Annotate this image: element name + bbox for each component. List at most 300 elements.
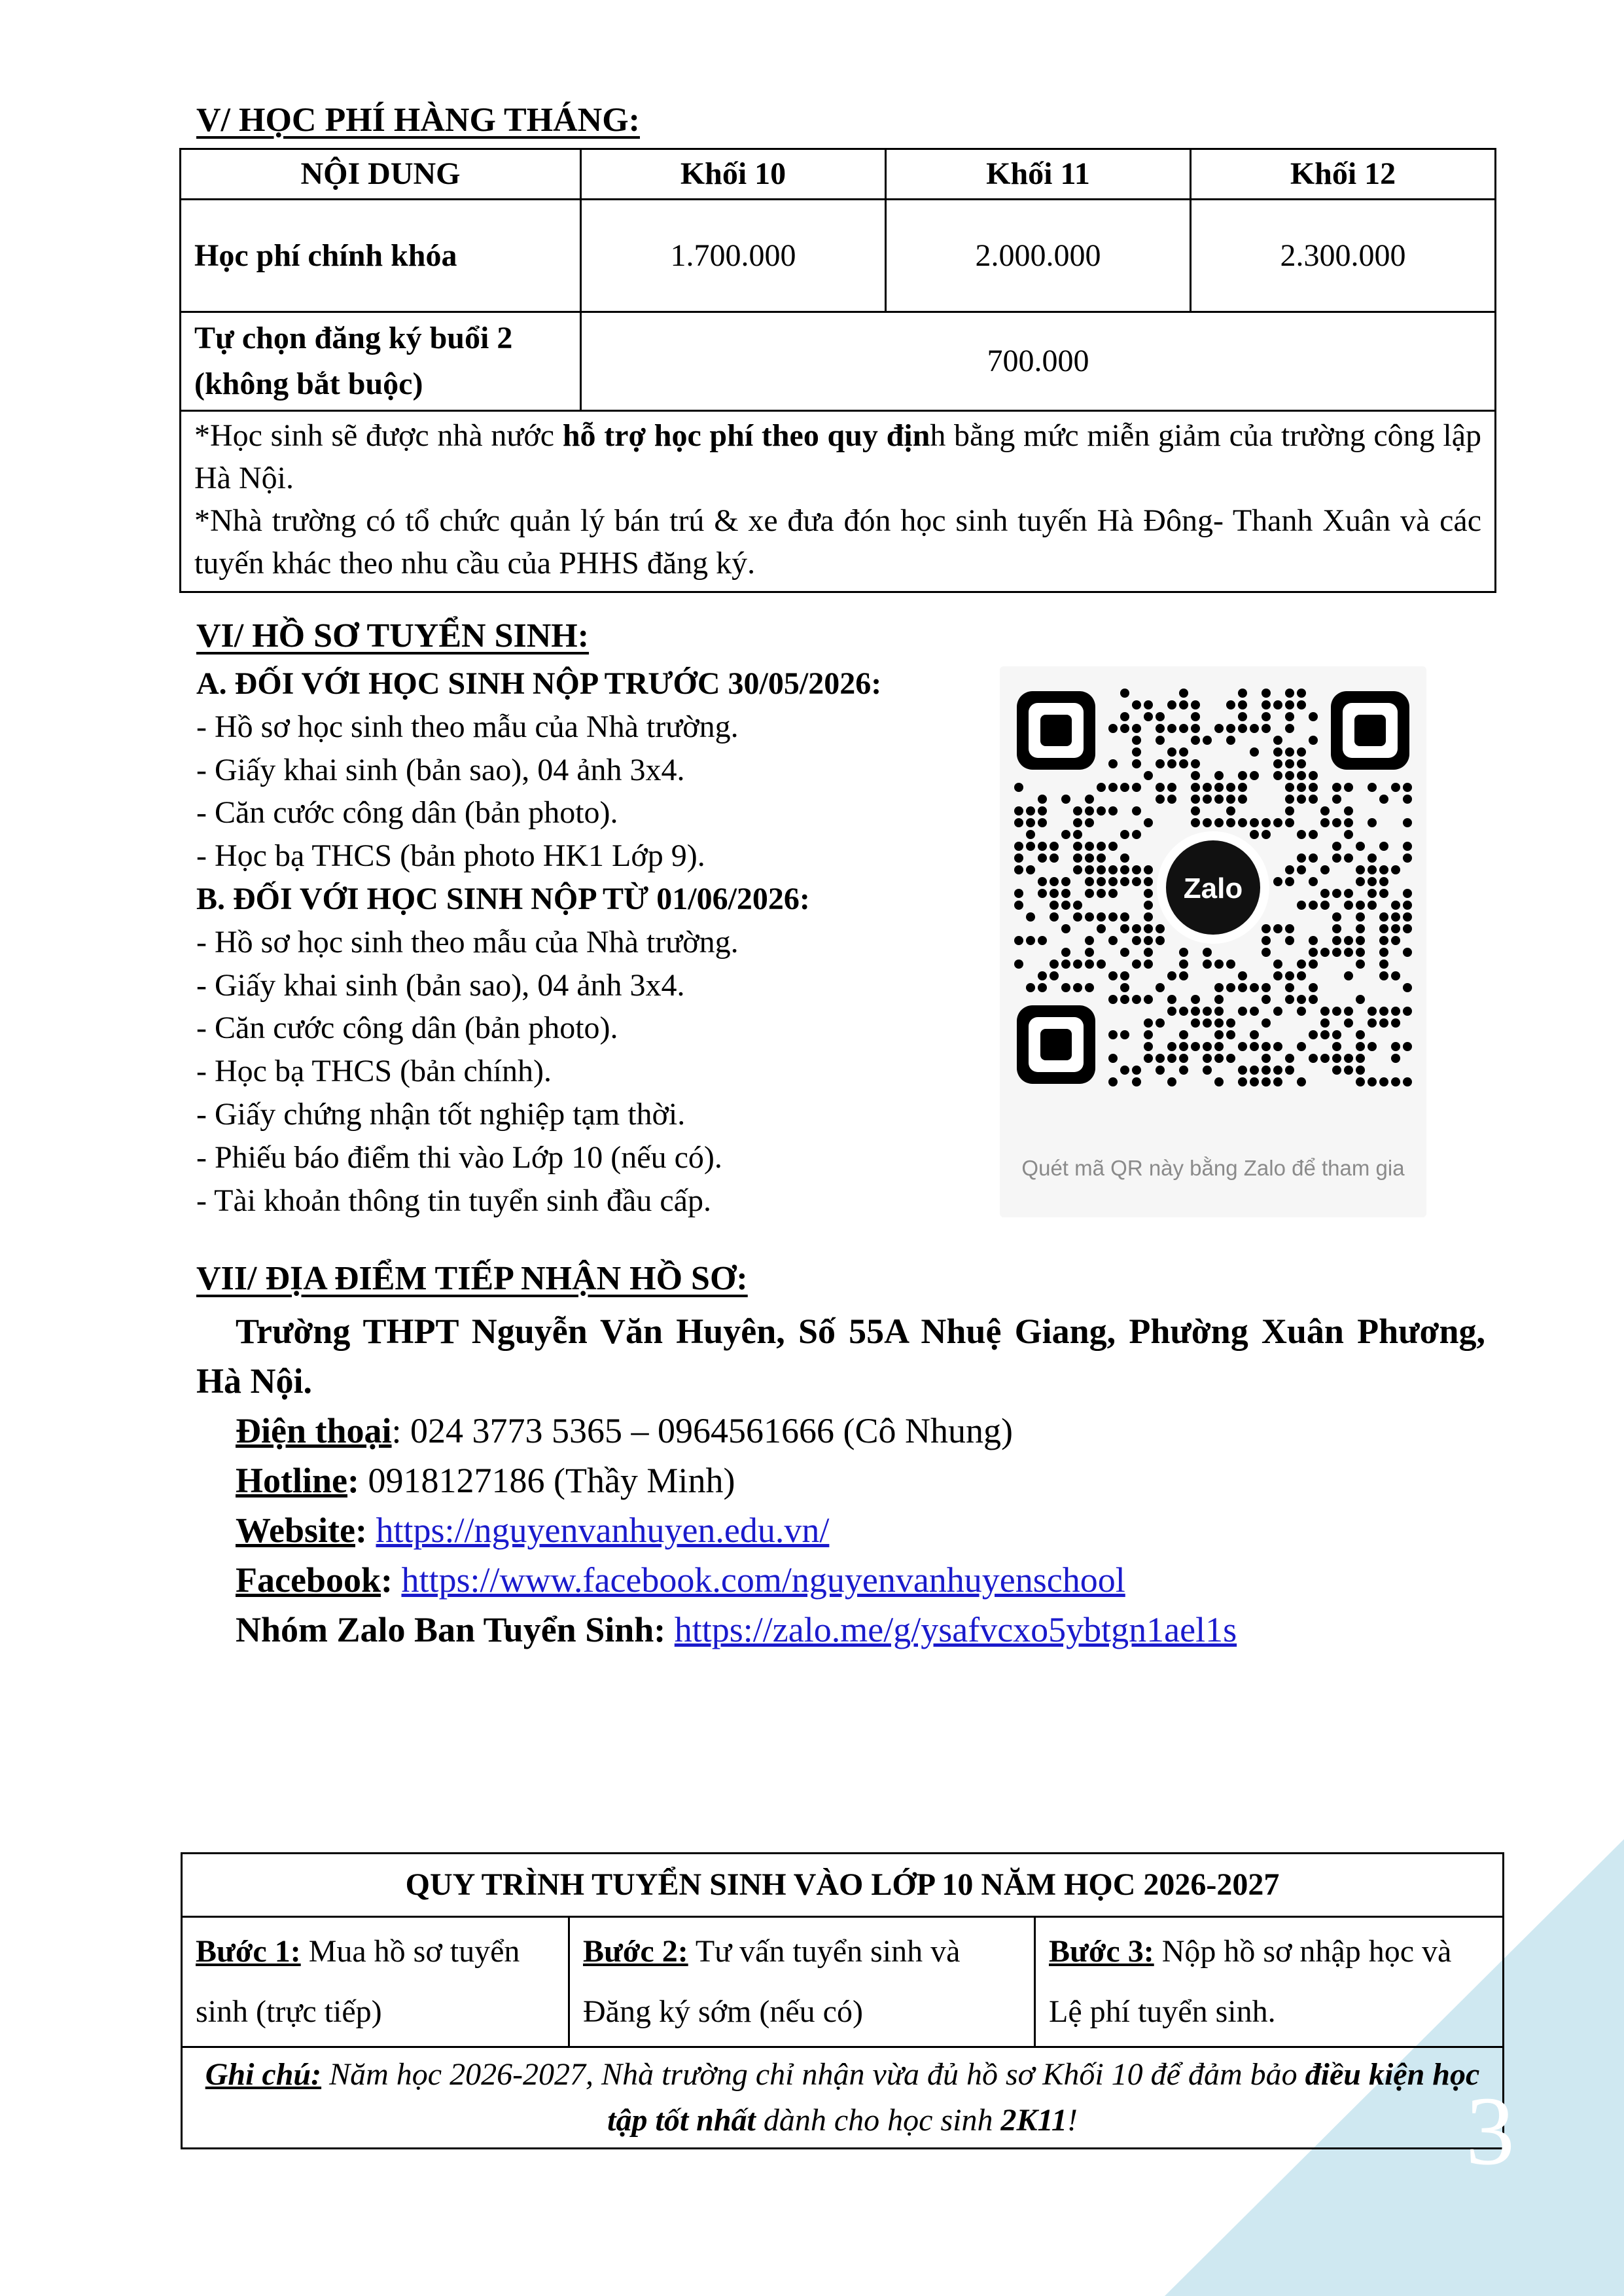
list-item: - Hồ sơ học sinh theo mẫu của Nhà trường. — [196, 924, 739, 960]
qr-module — [1320, 1018, 1330, 1028]
hotline-value: 0918127186 (Thầy Minh) — [368, 1461, 735, 1500]
qr-module — [1132, 1077, 1141, 1086]
qr-module — [1014, 842, 1023, 851]
qr-module — [1273, 1066, 1282, 1075]
table-notes-row — [181, 411, 1496, 592]
qr-module — [1285, 771, 1294, 780]
qr-module — [1014, 818, 1023, 827]
qr-module — [1238, 771, 1247, 780]
hotline-colon: : — [347, 1461, 368, 1500]
qr-module — [1085, 948, 1094, 957]
qr-module — [1132, 936, 1141, 945]
tuition-notes — [181, 411, 1496, 592]
qr-module — [1167, 1007, 1176, 1016]
facebook-link[interactable]: https://www.facebook.com/nguyenvanhuyenschool — [401, 1560, 1125, 1600]
note-text1: Năm học 2026-2027, Nhà trường chỉ nhận vừa đủ hồ sơ Khối 10 để đảm bảo — [321, 2057, 1305, 2092]
qr-module — [1085, 889, 1094, 898]
qr-module — [1108, 1077, 1118, 1086]
qr-module — [1191, 995, 1200, 1004]
qr-module — [1191, 759, 1200, 768]
qr-module — [1097, 842, 1106, 851]
list-item: - Học bạ THCS (bản chính). — [196, 1054, 552, 1089]
qr-module — [1073, 901, 1082, 910]
qr-module — [1226, 700, 1235, 709]
zalo-label: Nhóm Zalo Ban Tuyển Sinh: — [236, 1610, 666, 1649]
qr-module — [1391, 783, 1400, 792]
qr-module — [1391, 912, 1400, 922]
qr-module — [1332, 889, 1341, 898]
qr-module — [1203, 960, 1212, 969]
phone-value: 024 3773 5365 – 0964561666 (Cô Nhung) — [410, 1411, 1014, 1450]
qr-module — [1356, 960, 1365, 969]
qr-module — [1038, 889, 1047, 898]
qr-module — [1273, 960, 1282, 969]
qr-module — [1038, 853, 1047, 863]
step-2 — [569, 1917, 1035, 2047]
qr-module — [1144, 877, 1153, 886]
qr-module — [1309, 901, 1318, 910]
qr-module — [1309, 853, 1318, 863]
qr-module — [1156, 1054, 1165, 1063]
qr-module — [1120, 948, 1129, 957]
optional-label-line1: Tự chọn đăng ký buổi 2 — [194, 321, 513, 355]
qr-module — [1273, 818, 1282, 827]
qr-module — [1297, 853, 1306, 863]
qr-module — [1156, 712, 1165, 721]
qr-module — [1203, 1042, 1212, 1051]
qr-module — [1120, 689, 1129, 698]
qr-module — [1120, 924, 1129, 933]
qr-module — [1262, 1066, 1271, 1075]
qr-module — [1262, 830, 1271, 839]
qr-module — [1320, 1030, 1330, 1039]
qr-module — [1085, 795, 1094, 804]
qr-module — [1297, 747, 1306, 757]
qr-module — [1273, 771, 1282, 780]
qr-module — [1273, 971, 1282, 980]
qr-module — [1179, 700, 1188, 709]
page-number: 3 — [1466, 2077, 1515, 2185]
qr-module — [1179, 747, 1188, 757]
qr-module — [1097, 877, 1106, 886]
qr-module — [1214, 818, 1224, 827]
qr-finder-top-right — [1331, 691, 1409, 770]
qr-module — [1356, 948, 1365, 957]
qr-module — [1403, 1077, 1412, 1086]
qr-module — [1085, 912, 1094, 922]
qr-module — [1085, 865, 1094, 874]
note1-text: *Học sinh sẽ được nhà nước — [194, 418, 563, 453]
qr-module — [1144, 865, 1153, 874]
qr-module — [1285, 877, 1294, 886]
qr-module — [1061, 960, 1070, 969]
qr-module — [1309, 736, 1318, 745]
qr-module — [1250, 724, 1259, 733]
qr-module — [1262, 924, 1271, 933]
qr-module — [1344, 783, 1353, 792]
qr-module — [1214, 960, 1224, 969]
facebook-line — [196, 1555, 1485, 1605]
qr-module — [1085, 806, 1094, 816]
section6-heading: VI/ HỒ SƠ TUYỂN SINH: — [196, 617, 590, 655]
qr-module — [1273, 924, 1282, 933]
qr-module — [1214, 1030, 1224, 1039]
qr-module — [1356, 877, 1365, 886]
qr-module — [1262, 936, 1271, 945]
qr-module — [1273, 736, 1282, 745]
row-main-tuition-label: Học phí chính khóa — [181, 200, 581, 312]
qr-module — [1368, 901, 1377, 910]
qr-module — [1179, 1054, 1188, 1063]
row-optional-label — [181, 312, 581, 411]
qr-module — [1238, 1066, 1247, 1075]
note-text2: dành cho học sinh — [755, 2103, 1001, 2138]
zalo-line — [196, 1605, 1485, 1655]
optional-label-line2: (không bắt buộc) — [194, 367, 423, 401]
qr-module — [1097, 889, 1106, 898]
qr-module — [1132, 830, 1141, 839]
qr-module — [1226, 1054, 1235, 1063]
qr-module — [1191, 1018, 1200, 1028]
qr-module — [1344, 1007, 1353, 1016]
qr-module — [1250, 818, 1259, 827]
qr-module — [1356, 1066, 1365, 1075]
qr-module — [1120, 1066, 1129, 1075]
list-item: - Giấy chứng nhận tốt nghiệp tạm thời. — [196, 1096, 686, 1132]
qr-module — [1250, 1007, 1259, 1016]
qr-module — [1191, 724, 1200, 733]
qr-module — [1085, 853, 1094, 863]
qr-module — [1297, 971, 1306, 980]
qr-module — [1097, 924, 1106, 933]
qr-module — [1132, 759, 1141, 768]
qr-module — [1356, 995, 1365, 1004]
qr-module — [1144, 995, 1153, 1004]
qr-module — [1285, 1066, 1294, 1075]
qr-module — [1026, 830, 1035, 839]
qr-module — [1167, 724, 1176, 733]
qr-module — [1285, 747, 1294, 757]
qr-module — [1391, 1018, 1400, 1028]
qr-module — [1332, 842, 1341, 851]
qr-module — [1403, 795, 1412, 804]
qr-module — [1379, 924, 1388, 933]
qr-module — [1156, 983, 1165, 992]
qr-module — [1368, 1042, 1377, 1051]
qr-module — [1356, 901, 1365, 910]
qr-module — [1332, 1007, 1341, 1016]
note-end: ! — [1067, 2103, 1078, 2138]
qr-module — [1309, 960, 1318, 969]
qr-module — [1132, 865, 1141, 874]
qr-module — [1285, 795, 1294, 804]
qr-module — [1144, 700, 1153, 709]
table-row — [181, 312, 1496, 411]
qr-module — [1250, 1077, 1259, 1086]
qr-module — [1403, 983, 1412, 992]
qr-module — [1250, 830, 1259, 839]
qr-module — [1403, 842, 1412, 851]
qr-module — [1344, 853, 1353, 863]
qr-module — [1379, 795, 1388, 804]
qr-module — [1203, 1066, 1212, 1075]
qr-module — [1297, 995, 1306, 1004]
qr-module — [1097, 783, 1106, 792]
qr-module — [1403, 912, 1412, 922]
phone-colon: : — [391, 1411, 411, 1450]
qr-module — [1368, 1018, 1377, 1028]
qr-module — [1038, 818, 1047, 827]
qr-module — [1273, 1077, 1282, 1086]
qr-module — [1297, 771, 1306, 780]
qr-module — [1356, 842, 1365, 851]
qr-module — [1403, 948, 1412, 957]
qr-module — [1108, 783, 1118, 792]
process-note-row — [182, 2047, 1504, 2149]
group-b-title: B. ĐỐI VỚI HỌC SINH NỘP TỪ 01/06/2026: — [196, 881, 810, 916]
qr-module — [1320, 901, 1330, 910]
qr-module — [1214, 1077, 1224, 1086]
qr-module — [1285, 971, 1294, 980]
qr-module — [1273, 700, 1282, 709]
qr-module — [1108, 1030, 1118, 1039]
qr-module — [1332, 948, 1341, 957]
qr-module — [1285, 689, 1294, 698]
qr-module — [1238, 1077, 1247, 1086]
qr-module — [1203, 1007, 1212, 1016]
qr-module — [1273, 877, 1282, 886]
hotline-label: Hotline — [236, 1461, 347, 1500]
tuition-table — [179, 148, 1496, 593]
qr-module — [1356, 865, 1365, 874]
qr-module — [1356, 1054, 1365, 1063]
hotline-line — [196, 1456, 1485, 1505]
qr-module — [1262, 1018, 1271, 1028]
qr-module — [1108, 912, 1118, 922]
qr-module — [1156, 1066, 1165, 1075]
process-title: QUY TRÌNH TUYỂN SINH VÀO LỚP 10 NĂM HỌC 2026-2027 — [182, 1854, 1504, 1917]
qr-module — [1403, 889, 1412, 898]
qr-module — [1050, 842, 1059, 851]
zalo-logo-text: Zalo — [1183, 872, 1243, 905]
qr-module — [1297, 1007, 1306, 1016]
qr-module — [1238, 818, 1247, 827]
qr-module — [1297, 830, 1306, 839]
qr-module — [1050, 971, 1059, 980]
qr-module — [1156, 1018, 1165, 1028]
qr-module — [1214, 1007, 1224, 1016]
step2-label: Bước 2: — [583, 1934, 688, 1969]
qr-module — [1344, 1066, 1353, 1075]
qr-module — [1014, 889, 1023, 898]
qr-module — [1108, 842, 1118, 851]
qr-module — [1332, 924, 1341, 933]
qr-module — [1332, 795, 1341, 804]
qr-module — [1391, 1077, 1400, 1086]
qr-module — [1368, 1077, 1377, 1086]
qr-module — [1214, 995, 1224, 1004]
qr-module — [1226, 1030, 1235, 1039]
qr-module — [1226, 1018, 1235, 1028]
qr-module — [1297, 1077, 1306, 1086]
group-a-title: A. ĐỐI VỚI HỌC SINH NỘP TRƯỚC 30/05/2026: — [196, 666, 882, 701]
qr-module — [1226, 783, 1235, 792]
qr-module — [1108, 759, 1118, 768]
qr-module — [1238, 1007, 1247, 1016]
phone-line — [196, 1406, 1485, 1456]
qr-module — [1391, 924, 1400, 933]
qr-module — [1167, 747, 1176, 757]
qr-module — [1262, 983, 1271, 992]
qr-module — [1191, 1042, 1200, 1051]
qr-module — [1038, 983, 1047, 992]
qr-module — [1309, 1030, 1318, 1039]
qr-module — [1332, 853, 1341, 863]
qr-module — [1238, 689, 1247, 698]
qr-module — [1026, 818, 1035, 827]
qr-module — [1332, 1042, 1341, 1051]
qr-module — [1273, 747, 1282, 757]
facebook-colon: : — [381, 1560, 402, 1600]
qr-module — [1379, 865, 1388, 874]
qr-module — [1203, 948, 1212, 957]
qr-module — [1073, 842, 1082, 851]
facebook-label: Facebook — [236, 1560, 381, 1600]
qr-module — [1026, 936, 1035, 945]
note1-bold: hỗ trợ học phí theo quy địn — [562, 418, 930, 453]
header-grade12: Khối 12 — [1191, 149, 1496, 200]
qr-module — [1344, 889, 1353, 898]
qr-module — [1297, 759, 1306, 768]
qr-module — [1262, 948, 1271, 957]
qr-module — [1191, 771, 1200, 780]
qr-module — [1144, 901, 1153, 910]
process-note — [182, 2047, 1504, 2149]
qr-module — [1309, 795, 1318, 804]
qr-module — [1179, 948, 1188, 957]
grade12-fee: 2.300.000 — [1191, 200, 1496, 312]
qr-module — [1238, 795, 1247, 804]
qr-module — [1344, 1054, 1353, 1063]
qr-module — [1379, 1018, 1388, 1028]
qr-module — [1132, 700, 1141, 709]
qr-module — [1368, 818, 1377, 827]
qr-module — [1144, 889, 1153, 898]
grade11-fee: 2.000.000 — [886, 200, 1191, 312]
qr-module — [1285, 806, 1294, 816]
qr-module — [1191, 818, 1200, 827]
qr-module — [1073, 983, 1082, 992]
qr-module — [1050, 853, 1059, 863]
qr-module — [1038, 971, 1047, 980]
qr-module — [1167, 995, 1176, 1004]
qr-module — [1403, 783, 1412, 792]
note1-tail: h bằng mức miễn giảm của trường công lập Hà Nội. — [194, 418, 1482, 495]
qr-module — [1120, 983, 1129, 992]
qr-module — [1309, 1054, 1318, 1063]
qr-caption: Quét mã QR này bằng Zalo để tham gia — [1021, 1156, 1405, 1180]
qr-module — [1320, 865, 1330, 874]
qr-module — [1356, 924, 1365, 933]
qr-module — [1309, 830, 1318, 839]
qr-module — [1085, 877, 1094, 886]
qr-module — [1403, 853, 1412, 863]
qr-module — [1309, 936, 1318, 945]
qr-module — [1156, 936, 1165, 945]
qr-module — [1120, 865, 1129, 874]
qr-module — [1191, 700, 1200, 709]
qr-module — [1214, 983, 1224, 992]
qr-module — [1250, 771, 1259, 780]
qr-module — [1073, 960, 1082, 969]
zalo-qr-code[interactable] — [1013, 687, 1413, 1088]
qr-finder-top-left — [1017, 691, 1095, 770]
qr-module — [1097, 912, 1106, 922]
qr-module — [1262, 689, 1271, 698]
qr-module — [1262, 700, 1271, 709]
qr-module — [1332, 783, 1341, 792]
qr-module — [1038, 842, 1047, 851]
website-link[interactable]: https://nguyenvanhuyen.edu.vn/ — [376, 1511, 830, 1550]
qr-module — [1309, 783, 1318, 792]
step3-label: Bước 3: — [1049, 1934, 1154, 1969]
qr-module — [1191, 795, 1200, 804]
qr-module — [1132, 806, 1141, 816]
qr-module — [1273, 1007, 1282, 1016]
qr-module — [1132, 736, 1141, 745]
qr-module — [1061, 830, 1070, 839]
qr-module — [1179, 1066, 1188, 1075]
qr-module — [1191, 1007, 1200, 1016]
qr-module — [1144, 1042, 1153, 1051]
qr-module — [1356, 1042, 1365, 1051]
qr-module — [1144, 818, 1153, 827]
qr-module — [1332, 1066, 1341, 1075]
location-block — [196, 1306, 1485, 1655]
qr-module — [1014, 783, 1023, 792]
step1-text: Mua hồ sơ tuyển sinh (trực tiếp) — [196, 1934, 520, 2029]
qr-module — [1214, 1042, 1224, 1051]
qr-module — [1108, 877, 1118, 886]
qr-module — [1026, 806, 1035, 816]
qr-module — [1344, 901, 1353, 910]
qr-module — [1108, 724, 1118, 733]
documents-list — [196, 662, 881, 1222]
qr-module — [1144, 1018, 1153, 1028]
qr-module — [1285, 936, 1294, 945]
qr-module — [1250, 1030, 1259, 1039]
qr-module — [1120, 830, 1129, 839]
qr-module — [1038, 877, 1047, 886]
qr-module — [1297, 783, 1306, 792]
process-table — [181, 1852, 1504, 2149]
qr-module — [1344, 936, 1353, 945]
qr-module — [1250, 1066, 1259, 1075]
qr-module — [1132, 783, 1141, 792]
section5-heading: V/ HỌC PHÍ HÀNG THÁNG: — [196, 101, 640, 139]
qr-module — [1285, 983, 1294, 992]
qr-module — [1144, 1054, 1153, 1063]
qr-module — [1297, 901, 1306, 910]
qr-module — [1285, 724, 1294, 733]
qr-module — [1203, 1054, 1212, 1063]
qr-module — [1144, 712, 1153, 721]
qr-module — [1203, 736, 1212, 745]
zalo-link[interactable]: https://zalo.me/g/ysafvcxo5ybtgn1ael1s — [674, 1610, 1237, 1649]
website-label: Website — [236, 1511, 355, 1550]
qr-module — [1144, 924, 1153, 933]
qr-module — [1403, 901, 1412, 910]
